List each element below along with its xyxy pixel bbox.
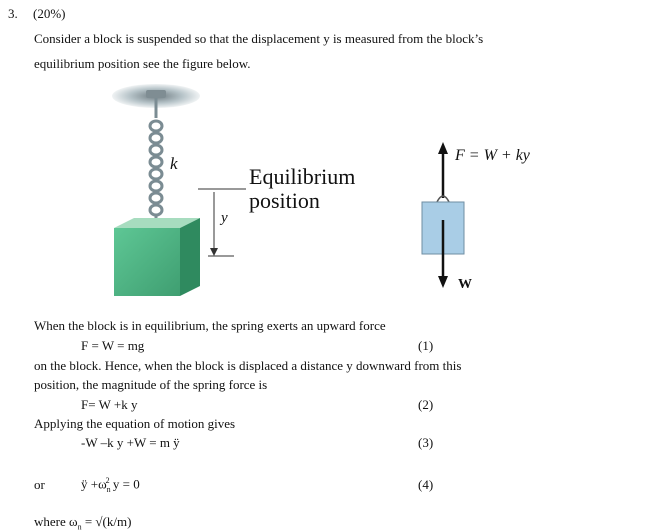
equation-4-part1: ÿ +ω <box>81 476 107 492</box>
equation-2-number: (2) <box>418 397 434 412</box>
force-label: F = W + ky <box>455 147 530 164</box>
equation-2: F= W +k y <box>81 397 138 412</box>
body-line-1: When the block is in equilibrium, the spring exerts an upward force <box>34 318 386 333</box>
body-line-3: position, the magnitude of the spring force is <box>34 377 268 392</box>
where-subscript: n <box>77 522 82 532</box>
block-front <box>114 228 180 296</box>
equation-1-number: (1) <box>418 338 434 353</box>
body-line-4: Applying the equation of motion gives <box>34 416 236 431</box>
upward-force-arrow <box>438 142 448 154</box>
or-label: or <box>34 477 45 492</box>
equilibrium-label-line1: Equilibrium <box>249 164 356 189</box>
natural-frequency-definition <box>34 514 131 532</box>
where-part1: where ω <box>34 514 78 529</box>
equation-4-part2: y = 0 <box>109 476 140 492</box>
intro-line-2: equilibrium position see the figure below. <box>34 56 251 71</box>
weight-arrow <box>438 276 448 288</box>
where-part2: = √(k/m) <box>81 514 132 529</box>
spring <box>150 121 162 224</box>
spring-constant-label: k <box>170 154 178 173</box>
intro-line-1: Consider a block is suspended so that the displacement y is measured from the block’s <box>34 31 484 46</box>
equation-4 <box>81 476 140 494</box>
equation-3-number: (3) <box>418 435 434 450</box>
equilibrium-label-line2: position <box>249 188 320 213</box>
body-line-2: on the block. Hence, when the block is displaced a distance y downward from this <box>34 358 462 373</box>
equation-4-number: (4) <box>418 477 434 492</box>
problem-weight: (20%) <box>33 6 66 21</box>
problem-number: 3. <box>8 6 18 21</box>
equation-4-superscript: 2 <box>105 476 110 485</box>
equation-4-subscript: n <box>106 484 111 494</box>
block-side <box>180 218 200 296</box>
spring-block-figure <box>108 82 368 302</box>
equation-1: F = W = mg <box>81 338 145 353</box>
equation-3: -W –k y +W = m ÿ <box>81 435 180 450</box>
displacement-label: y <box>221 210 228 226</box>
weight-label: W <box>458 277 472 292</box>
